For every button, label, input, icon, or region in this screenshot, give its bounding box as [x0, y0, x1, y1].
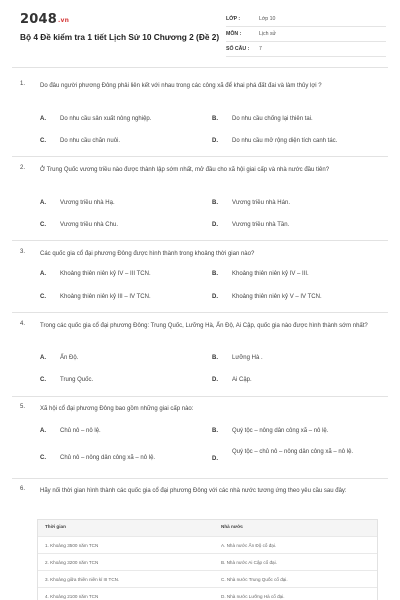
option-letter: C.	[40, 455, 46, 461]
option-text: Vương triều nhà Hạ.	[60, 200, 115, 206]
option-letter: D.	[212, 222, 218, 228]
option-text: Khoảng thiên niên kỷ IV – III.	[232, 271, 309, 277]
table-cell: A. Nhà nước Ấn Độ cổ đại.	[221, 543, 277, 548]
question-number: 4.	[20, 321, 26, 327]
logo-number: 2048	[20, 12, 57, 27]
option-text: Khoảng thiên niên kỷ IV – III TCN.	[60, 271, 151, 277]
meta-key: MÔN :	[226, 31, 242, 37]
option-letter: C.	[40, 294, 46, 300]
option-letter: B.	[212, 428, 218, 434]
option-letter: A.	[40, 271, 46, 277]
option-text: Do nhu cầu chống lại thiên tai.	[232, 116, 313, 122]
table-cell: B. Nhà nước Ai Cập cổ đại.	[221, 560, 277, 565]
table-cell: D. Nhà nước Lưỡng Hà cổ đại.	[221, 594, 285, 599]
option-text: Trung Quốc.	[60, 377, 94, 383]
meta-value: 7	[259, 46, 262, 52]
meta-value: Lịch sử	[259, 31, 277, 37]
question-number: 6.	[20, 486, 26, 492]
question-text: Hãy nối thời gian hình thành các quốc gia cổ đại phương Đông với các nhà nước tương ứng theo yêu cầu sau đây:	[40, 488, 347, 494]
option-text: Do nhu cầu mở rộng diện tích canh tác.	[232, 138, 338, 144]
option-text: Quý tộc – nông dân công xã – nô lệ.	[232, 428, 329, 434]
divider	[12, 478, 388, 479]
option-text: Khoảng thiên niên kỷ III – IV TCN.	[60, 294, 151, 300]
table-row	[38, 554, 377, 571]
option-letter: A.	[40, 355, 46, 361]
page-title: Bộ 4 Đề kiểm tra 1 tiết Lịch Sử 10 Chương 2 (Đề 2)	[20, 32, 220, 42]
option-text: Chủ nô – nông dân công xã – nô lệ.	[60, 455, 156, 461]
divider	[12, 156, 388, 157]
divider	[12, 396, 388, 397]
option-text: Chủ nô – nô lệ.	[60, 428, 101, 434]
question-number: 3.	[20, 249, 26, 255]
question-text: Xã hội cổ đại phương Đông bao gồm những giai cấp nào:	[40, 406, 194, 412]
question-text: Ở Trung Quốc vương triều nào được thành lập sớm nhất, mở đầu cho xã hội giai cấp và nhà nước đầu tiên?	[40, 167, 330, 173]
table-row	[38, 571, 377, 588]
question-text: Các quốc gia cổ đại phương Đông được hình thành trong khoảng thời gian nào?	[40, 251, 255, 257]
match-table	[37, 519, 378, 600]
meta-value: Lớp 10	[259, 16, 276, 22]
option-text: Vương triều nhà Hán.	[232, 200, 290, 206]
option-text: Lưỡng Hà .	[232, 355, 263, 361]
option-letter: D.	[212, 377, 218, 383]
question-number: 1.	[20, 81, 26, 87]
divider	[12, 67, 388, 68]
column-header: Thời gian	[45, 524, 66, 529]
option-text: Khoảng thiên niên kỷ V – IV TCN.	[232, 294, 322, 300]
option-letter: C.	[40, 138, 46, 144]
column-header: Nhà nước	[221, 524, 243, 529]
option-text: Vương triều nhà Chu.	[60, 222, 118, 228]
table-row	[38, 588, 377, 600]
question-text: Trong các quốc gia cổ đại phương Đông: Trung Quốc, Lưỡng Hà, Ấn Độ, Ai Cập, quốc gia nào được hình thành sớm nhất?	[40, 323, 368, 329]
option-letter: D.	[212, 456, 218, 462]
option-letter: B.	[212, 271, 218, 277]
question-text: Do đâu người phương Đông phải liên kết với nhau trong các công xã để khai phá đất đai và làm thủy lợi ?	[40, 83, 322, 89]
question-number: 2.	[20, 165, 26, 171]
meta-key: LỚP :	[226, 16, 241, 22]
site-logo[interactable]	[20, 12, 69, 27]
table-cell: 1. Khoảng 3500 năm TCN	[45, 543, 99, 548]
option-letter: B.	[212, 116, 218, 122]
table-cell: 3. Khoảng giữa thiên niên kỉ III TCN.	[45, 577, 120, 582]
option-text: Ấn Độ.	[60, 355, 79, 361]
meta-row-subject	[226, 27, 386, 42]
option-letter: C.	[40, 222, 46, 228]
option-letter: B.	[212, 355, 218, 361]
table-cell: 4. Khoảng 2100 năm TCN	[45, 594, 99, 599]
option-letter: D.	[212, 138, 218, 144]
option-text: Do nhu cầu sản xuất nông nghiệp.	[60, 116, 152, 122]
table-cell: C. Nhà nước Trung Quốc cổ đại.	[221, 577, 288, 582]
divider	[12, 312, 388, 313]
table-header-row	[38, 520, 377, 537]
page-header	[0, 0, 400, 62]
option-letter: C.	[40, 377, 46, 383]
meta-key: SỐ CÂU :	[226, 46, 250, 52]
table-cell: 2. Khoảng 3200 năm TCN	[45, 560, 99, 565]
table-row	[38, 537, 377, 554]
option-text: Ai Cập.	[232, 377, 252, 383]
question-number: 5.	[20, 404, 26, 410]
meta-row-count	[226, 42, 386, 57]
divider	[12, 240, 388, 241]
option-text: Vương triều nhà Tần.	[232, 222, 290, 228]
option-letter: A.	[40, 200, 46, 206]
meta-row-class	[226, 12, 386, 27]
option-letter: D.	[212, 294, 218, 300]
option-letter: A.	[40, 116, 46, 122]
option-letter: B.	[212, 200, 218, 206]
option-letter: A.	[40, 428, 46, 434]
option-text: Do nhu cầu chăn nuôi.	[60, 138, 121, 144]
option-text: Quý tộc – chủ nô – nông dân công xã – nô lệ.	[232, 449, 354, 455]
logo-domain: .vn	[57, 17, 70, 24]
